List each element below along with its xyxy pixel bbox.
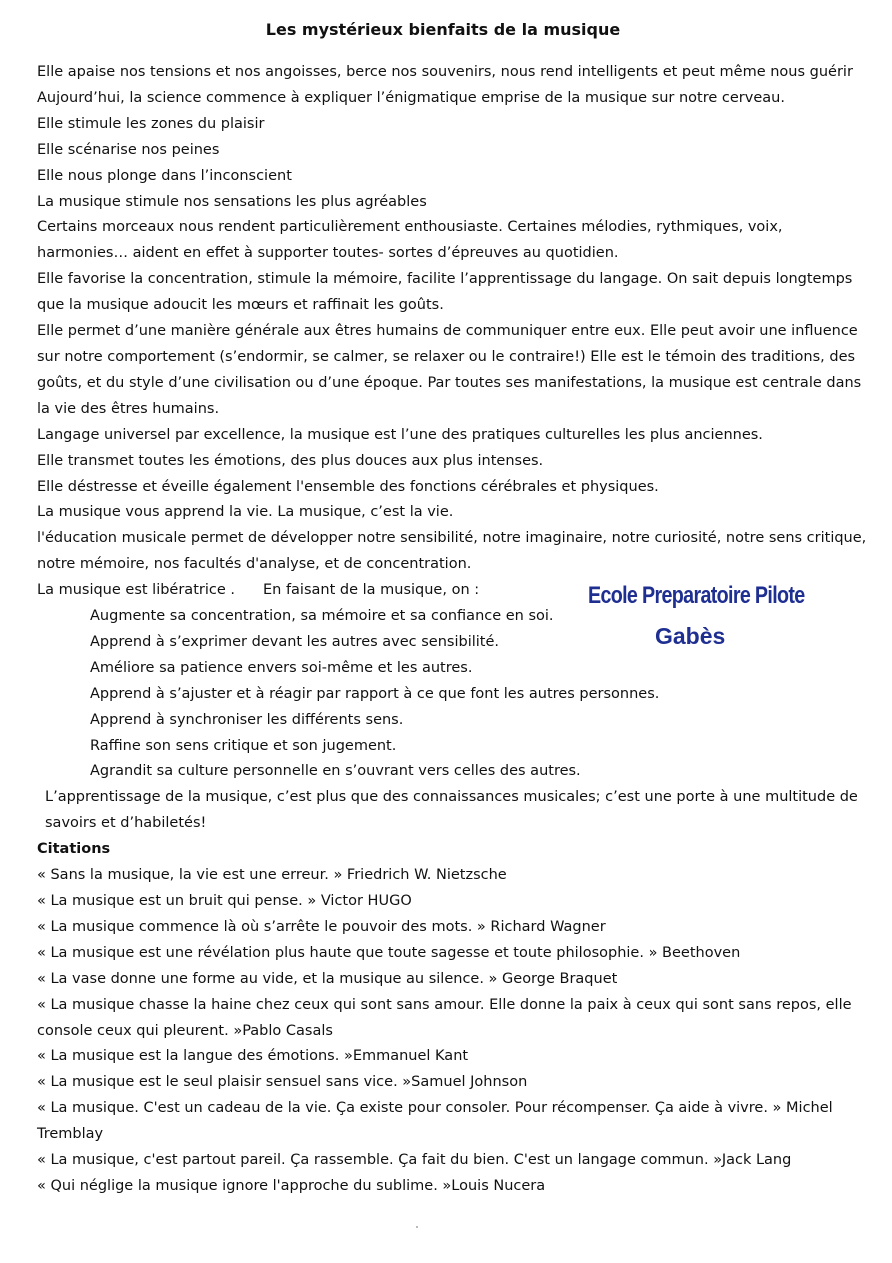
paragraph: Elle favorise la concentration, stimule la mémoire, facilite l’apprentissage du langage. On sait depuis longtemps que la musique adoucit les mœurs et raffinait les goûts. — [37, 271, 853, 314]
list-item: Augmente sa concentration, sa mémoire et sa confiance en soi. — [90, 608, 554, 625]
paragraph: La musique stimule nos sensations les plus agréables — [37, 193, 427, 210]
citation: « La musique est une révélation plus haute que toute sagesse et toute philosophie. » Beethoven — [37, 944, 741, 961]
paragraph: La musique vous apprend la vie. La musique, c’est la vie. — [37, 504, 454, 521]
stamp-school-name: Ecole Preparatoire Pilote — [588, 582, 805, 609]
list-item: Améliore sa patience envers soi-même et les autres. — [90, 659, 473, 676]
paragraph: Elle nous plonge dans l’inconscient — [37, 167, 292, 184]
school-stamp — [588, 582, 828, 650]
stamp-city: Gabès — [655, 623, 726, 649]
paragraph: Elle stimule les zones du plaisir — [37, 115, 265, 132]
citation: « Qui néglige la musique ignore l'approche du sublime. »Louis Nucera — [37, 1177, 546, 1194]
citation: « La musique chasse la haine chez ceux qui sont sans amour. Elle donne la paix à ceux qui sont sans repos, elle console ceux qui pleurent. »Pablo Casals — [37, 996, 852, 1039]
list-item: Apprend à s’exprimer devant les autres avec sensibilité. — [90, 633, 500, 650]
list-item: Apprend à synchroniser les différents sens. — [90, 711, 404, 728]
list-item: Raffine son sens critique et son jugement. — [90, 737, 397, 754]
document-title: Les mystérieux bienfaits de la musique — [265, 20, 621, 39]
scan-speck — [416, 1226, 418, 1228]
paragraph: Langage universel par excellence, la musique est l’une des pratiques culturelles les plus anciennes. — [37, 426, 763, 443]
citation: « La musique, c'est partout pareil. Ça rassemble. Ça fait du bien. C'est un langage commun. »Jack Lang — [37, 1152, 792, 1169]
paragraph: Elle scénarise nos peines — [37, 141, 220, 158]
citation: « La musique. C'est un cadeau de la vie. Ça existe pour consoler. Pour récompenser. Ça aide à vivre. » Michel Tremblay — [37, 1100, 833, 1143]
citation: « La musique est la langue des émotions. »Emmanuel Kant — [37, 1048, 469, 1065]
citation: « La musique est le seul plaisir sensuel sans vice. »Samuel Johnson — [37, 1074, 528, 1091]
list-item: Agrandit sa culture personnelle en s’ouvrant vers celles des autres. — [90, 763, 581, 780]
citation: « Sans la musique, la vie est une erreur. » Friedrich W. Nietzsche — [37, 867, 507, 884]
on-text: En faisant de la musique, on : — [262, 582, 480, 599]
paragraph: Elle apaise nos tensions et nos angoisses, berce nos souvenirs, nous rend intelligents et peut même nous guérir Aujourd’hui, la science commence à expliquer l’énigmatique emprise de la musique sur notre cerveau. — [37, 64, 853, 106]
conclusion-paragraph: L’apprentissage de la musique, c’est plus que des connaissances musicales; c’est une porte à une multitude de savoirs et d’habiletés! — [45, 789, 858, 832]
list-item: Apprend à s’ajuster et à réagir par rapport à ce que font les autres personnes. — [90, 685, 660, 702]
paragraph: Certains morceaux nous rendent particulièrement enthousiaste. Certaines mélodies, rythmiques, voix, harmonies… aident en effet à supporter toutes- sortes d’épreuves au quotidien. — [37, 219, 783, 262]
paragraph: l'éducation musicale permet de développer notre sensibilité, notre imaginaire, notre curiosité, notre sens critique, notre mémoire, nos facultés d'analyse, et de concentration. — [37, 530, 867, 573]
liberatrice-text: La musique est libératrice . — [37, 582, 235, 599]
citation: « La musique commence là où s’arrête le pouvoir des mots. » Richard Wagner — [37, 918, 606, 935]
citation: « La musique est un bruit qui pense. » Victor HUGO — [37, 893, 412, 909]
paragraph: Elle transmet toutes les émotions, des plus douces aux plus intenses. — [37, 452, 544, 469]
paragraph: Elle déstresse et éveille également l'ensemble des fonctions cérébrales et physiques. — [37, 478, 659, 495]
citations-heading: Citations — [37, 841, 111, 858]
paragraph: Elle permet d’une manière générale aux êtres humains de communiquer entre eux. Elle peut avoir une influence sur notre comportement (s’endormir, se calmer, se relaxer ou le contraire!) Elle est le témoin des traditions, des goûts, et du style d’une civilisation ou d’une époque. Par toutes ses manifestations, la musique est centrale dans la vie des êtres humains. — [37, 323, 862, 417]
citation: « La vase donne une forme au vide, et la musique au silence. » George Braquet — [37, 970, 618, 987]
